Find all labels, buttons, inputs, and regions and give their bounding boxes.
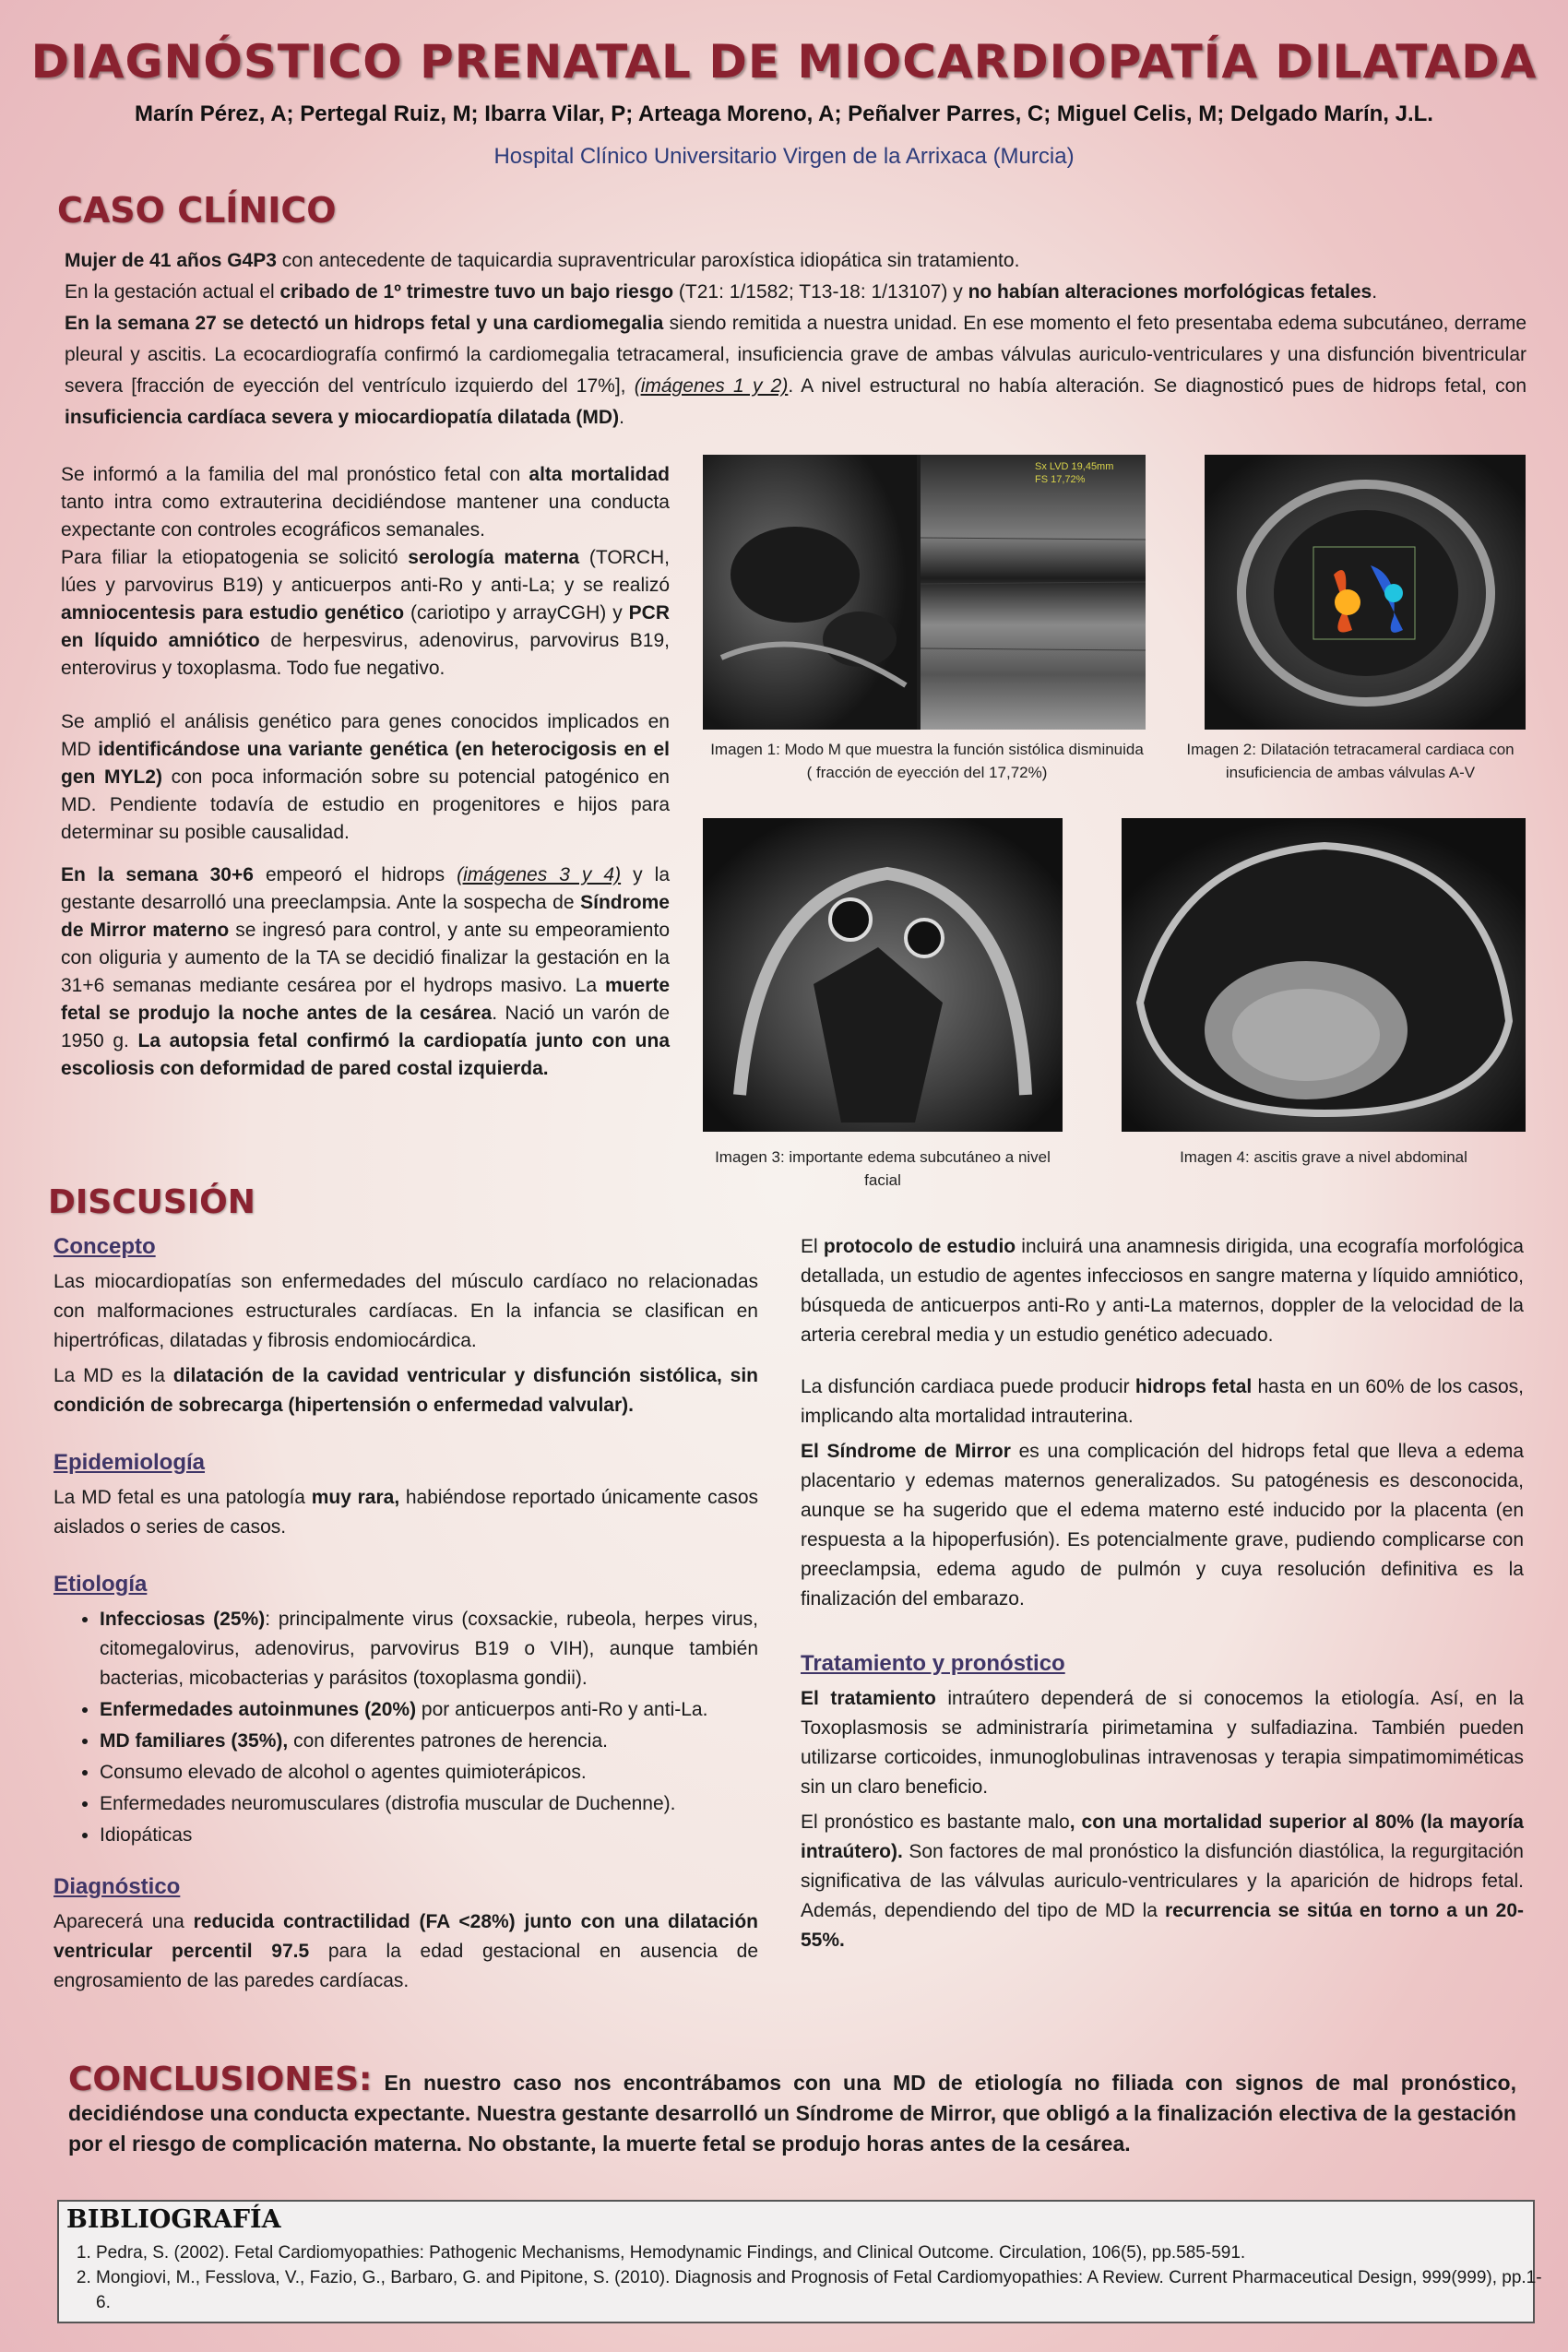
image-1-graphic xyxy=(703,455,1146,730)
list-item: • Enfermedades autoinmunes (20%) por anticuerpos anti-Ro y anti-La. xyxy=(100,1695,758,1725)
discussion-right-column xyxy=(801,1232,1524,1955)
image-3-facial-edema-ultrasound xyxy=(703,818,1063,1132)
svg-text:Sx LVD 19,45mm: Sx LVD 19,45mm xyxy=(1035,461,1114,472)
poster-title: DIAGNÓSTICO PRENATAL DE MIOCARDIOPATÍA DILATADA xyxy=(30,35,1538,89)
svg-text:FS 17,72%: FS 17,72% xyxy=(1035,474,1086,485)
list-item: • Enfermedades neuromusculares (distrofia muscular de Duchenne). xyxy=(100,1789,758,1819)
image-2-graphic xyxy=(1205,455,1526,730)
author-list: Marín Pérez, A; Pertegal Ruiz, M; Ibarra Vilar, P; Arteaga Moreno, A; Peñalver Parres, C; Miguel Celis, M; Delgado Marín, J.L. xyxy=(135,101,1433,126)
case-evolution-text: Se informó a la familia del mal pronóstico fetal con alta mortalidad tanto intra como extrauterina decidiéndose mantener una conducta expectante con controles ecográficos semanales. Para filiar la etiopatogenia se solicitó serología materna (TORCH, lúes y parvovirus B19) y anticuerpos anti-Ro y anti-La; y se realizó amniocentesis para estudio genético (cariotipo y arrayCGH) y PCR en líquido amniótico de herpesvirus, adenovirus, parvovirus B19, enterovirus y toxoplasma. Todo fue negativo. Se amplió el análisis genético para genes conocidos implicados en MD identificándose una variante genética (en heterocigosis en el gen MYL2) con poca información sobre su potencial patogénico en MD. Pendiente todavía de estudio en progenitores e hijos para determinar su posible causalidad. En la semana 30+6 empeoró el hidrops (imágenes 3 y 4) y la gestante desarrolló una preeclampsia. Ante la sospecha de Síndrome de Mirror materno se ingresó para control, y ante su empeoramiento con oliguria y aumento de la TA se decidió finalizar la gestación en la 31+6 semanas mediante cesárea por el hydrops masivo. La muerte fetal se produjo la noche antes de la cesárea. Nació un varón de 1950 g. La autopsia fetal confirmó la cardiopatía junto con una escoliosis con deformidad de pared costal izquierda. xyxy=(61,464,671,1079)
image-1-caption: Imagen 1: Modo M que muestra la función sistólica disminuida ( fracción de eyección del 17,72%) xyxy=(710,741,1144,781)
discusion-heading: DISCUSIÓN xyxy=(48,1183,255,1221)
epidemiologia-subheading: Epidemiología xyxy=(53,1450,206,1475)
discussion-left-column xyxy=(53,1234,758,1996)
diagnostico-text: Aparecerá una reducida contractilidad (FA <28%) junto con una dilatación ventricular percentil 97.5 para la edad gestacional en ausencia de engrosamiento de las paredes cardíacas. xyxy=(53,1911,758,1991)
list-item: • MD familiares (35%), con diferentes patrones de herencia. xyxy=(100,1727,758,1756)
image-3-caption: Imagen 3: importante edema subcutáneo a nivel facial xyxy=(715,1148,1051,1189)
conclusiones-heading: CONCLUSIONES: xyxy=(68,2061,373,2098)
reference-list xyxy=(59,2240,1553,2315)
epidemiologia-text: La MD fetal es una patología muy rara, habiéndose reportado únicamente casos aislados o series de casos. xyxy=(53,1487,759,1538)
protocolo-text: El protocolo de estudio incluirá una anamnesis dirigida, una ecografía morfológica detallada, un estudio de agentes infecciosos en sangre materna y líquido amniótico, búsqueda de anticuerpos anti-Ro y anti-La maternos, doppler de la velocidad de la arteria cerebral media y un estudio genético adecuado. La disfunción cardiaca puede producir hidrops fetal hasta en un 60% de los casos, implicando alta mortalidad intrauterina. El Síndrome de Mirror es una complicación del hidrops fetal que lleva a edema placentario y edemas maternos generalizados. Su patogénesis es desconocida, aunque se ha sugerido que el edema materno esté inducido por la placenta (en respuesta a la hipoperfusión). Es potencialmente grave, pudiendo complicarse con preeclampsia, edema agudo de pulmón y cuya resolución definitiva es la finalización del embarazo. xyxy=(801,1236,1525,1610)
image-1-mmode-ultrasound xyxy=(703,455,1146,730)
concepto-subheading: Concepto xyxy=(53,1234,156,1259)
tratamiento-subheading: Tratamiento y pronóstico xyxy=(801,1651,1065,1676)
caso-clinico-text: Mujer de 41 años G4P3 con antecedente de taquicardia supraventricular paroxística idiopática sin tratamiento. En la gestación actual el cribado de 1º trimestre tuvo un bajo riesgo (T21: 1/1582; T13-18: 1/13107) y no habían alteraciones morfológicas fetales. En la semana 27 se detectó un hidrops fetal y una cardiomegalia siendo remitida a nuestra unidad. En ese momento el feto presentaba edema subcutáneo, derrame pleural y ascitis. La ecocardiografía confirmó la cardiomegalia tetracameral, insuficiencia grave de ambas válvulas auriculo-ventriculares y una disfunción biventricular severa [fracción de eyección del ventrículo izquierdo del 17%], (imágenes 1 y 2). A nivel estructural no había alteración. Se diagnosticó pues de hidrops fetal, con insuficiencia cardíaca severa y miocardiopatía dilatada (MD). xyxy=(65,250,1527,428)
image-2-caption: Imagen 2: Dilatación tetracameral cardiaca con insuficiencia de ambas válvulas A-V xyxy=(1186,741,1515,781)
diagnostico-subheading: Diagnóstico xyxy=(53,1874,181,1899)
image-3-graphic xyxy=(703,818,1063,1132)
list-item: • Idiopáticas xyxy=(100,1821,758,1850)
caso-clinico-heading: CASO CLÍNICO xyxy=(57,190,337,231)
tratamiento-text: El tratamiento intraútero dependerá de si conocemos la etiología. Así, en la Toxoplasmosis se administraría pirimetamina y sulfadiazina. También pueden utilizarse corticoides, inmunoglobulinas intravenosas y terapia simpatimomiméticas sin un claro beneficio. El pronóstico es bastante malo, con una mortalidad superior al 80% (la mayoría intraútero). Son factores de mal pronóstico la disfunción diastólica, la regurgitación significativa de las válvulas auriculo-ventriculares y la aparición de hidrops fetal. Además, dependiendo del tipo de MD la recurrencia se sitúa en torno a un 20-55%. xyxy=(801,1688,1524,1951)
hospital-affiliation: Hospital Clínico Universitario Virgen de la Arrixaca (Murcia) xyxy=(493,144,1075,169)
bibliografia-heading: BIBLIOGRAFÍA xyxy=(66,2205,281,2234)
reference-item: 2. Mongiovi, M., Fesslova, V., Fazio, G., Barbaro, G. and Pipitone, S. (2010). Diagnosis and Prognosis of Fetal Cardiomyopathies: A Review. Current Pharmaceutical Design, 999(999), pp.1-6. xyxy=(96,2265,1553,2315)
concepto-text: Las miocardiopatías son enfermedades del músculo cardíaco no relacionadas con malformaciones estructurales cardíacas. En la infancia se clasifican en hipertróficas, dilatadas y fibrosis endomiocárdica. La MD es la dilatación de la cavidad ventricular y disfunción sistólica, sin condición de sobrecarga (hipertensión o enfermedad valvular). xyxy=(53,1271,758,1416)
list-item: • Infecciosas (25%): principalmente virus (coxsackie, rubeola, herpes virus, citomegalovirus, adenovirus, parvovirus B19 o VIH), aunque también bacterias, micobacterias y parásitos (toxoplasma gondii). xyxy=(100,1605,758,1693)
image-4-graphic xyxy=(1122,818,1526,1132)
conclusiones-text: En nuestro caso nos encontrábamos con una MD de etiología no filiada con signos de mal pronóstico, decidiéndose una conducta expectante. Nuestra gestante desarrolló un Síndrome de Mirror, que obligó a la finalización electiva de la gestación por el riesgo de complicación materna. No obstante, la muerte fetal se produjo horas antes de la cesárea. xyxy=(68,2071,1516,2156)
image-4-caption: Imagen 4: ascitis grave a nivel abdominal xyxy=(1180,1148,1467,1166)
reference-item: 1. Pedra, S. (2002). Fetal Cardiomyopathies: Pathogenic Mechanisms, Hemodynamic Findings, and Clinical Outcome. Circulation, 106(5), pp.585-591. xyxy=(96,2240,1553,2265)
bibliografia-box xyxy=(57,2200,1542,2323)
image-2-doppler-ultrasound xyxy=(1205,455,1526,730)
etiologia-list xyxy=(53,1605,758,1850)
image-4-ascites-ultrasound xyxy=(1122,818,1526,1132)
conclusiones-block xyxy=(68,2061,1516,2159)
etiologia-subheading: Etiología xyxy=(53,1572,148,1597)
list-item: • Consumo elevado de alcohol o agentes quimioterápicos. xyxy=(100,1758,758,1788)
